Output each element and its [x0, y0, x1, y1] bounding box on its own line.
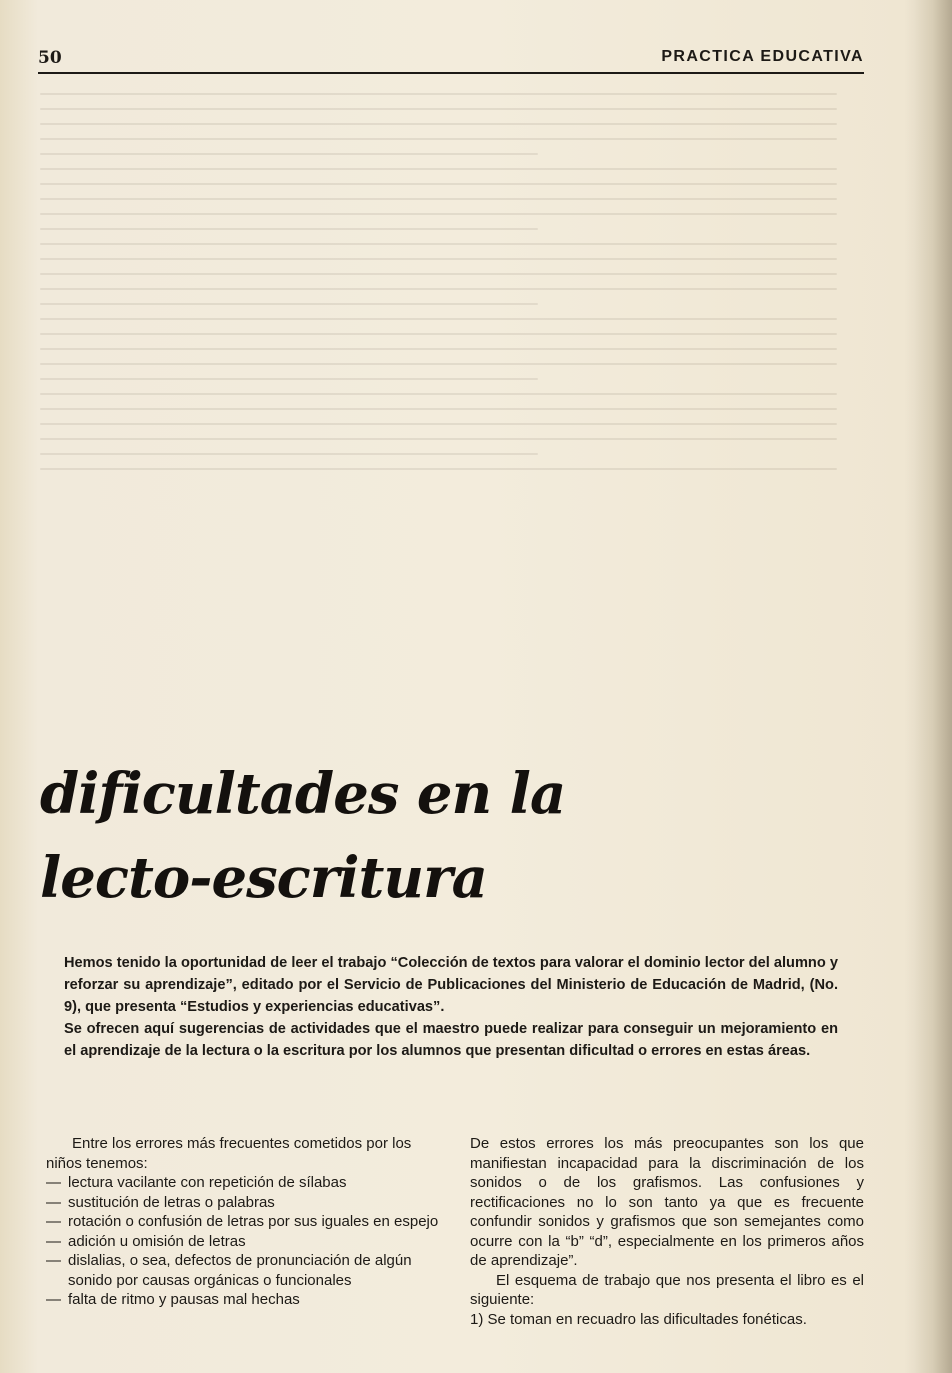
show-through-line: [40, 258, 837, 260]
list-item: — falta de ritmo y pausas mal hechas: [46, 1290, 442, 1310]
intro-paragraph-2: Se ofrecen aquí sugerencias de actividades que el maestro puede realizar para conseguir un mejoramiento en el aprendizaje de la lectura o la escritura por los alumnos que presentan dificultad o errores en estas áreas.: [64, 1021, 838, 1059]
title-line-1: dificultades en la: [40, 761, 566, 827]
show-through-line: [40, 288, 837, 290]
list-item: — sustitución de letras o palabras: [46, 1193, 442, 1213]
show-through-line: [40, 408, 837, 410]
show-through-line: [40, 168, 837, 170]
list-item: — lectura vacilante con repetición de sílabas: [46, 1173, 442, 1193]
numbered-item-1: 1) Se toman en recuadro las dificultades fonéticas.: [470, 1310, 807, 1328]
errors-list: [46, 1173, 442, 1310]
show-through-line: [40, 453, 538, 455]
show-through-line: [40, 438, 837, 440]
show-through-line: [40, 183, 837, 185]
header-rule: [38, 72, 864, 74]
show-through-line: [40, 348, 837, 350]
show-through-line: [40, 213, 837, 215]
show-through-line: [40, 123, 837, 125]
show-through-line: [40, 468, 837, 470]
show-through-line: [40, 273, 837, 275]
show-through-line: [40, 363, 837, 365]
show-through-line: [40, 93, 837, 95]
show-through-line: [40, 108, 837, 110]
right-column: [470, 1134, 864, 1329]
right-paragraph-2: El esquema de trabajo que nos presenta el libro es el siguiente:: [470, 1271, 864, 1308]
show-through-line: [40, 333, 837, 335]
list-item: — rotación o confusión de letras por sus iguales en espejo: [46, 1212, 442, 1232]
errors-lead: Entre los errores más frecuentes cometidos por los niños tenemos:: [46, 1135, 412, 1172]
show-through-line: [40, 198, 837, 200]
show-through-text: [40, 84, 870, 724]
article-intro: [64, 952, 838, 1062]
show-through-line: [40, 228, 538, 230]
page-number: 50: [38, 48, 62, 68]
page-header: [38, 46, 864, 72]
list-item: — dislalias, o sea, defectos de pronunciación de algún sonido por causas orgánicas o funcionales: [46, 1251, 442, 1290]
list-item: — adición u omisión de letras: [46, 1232, 442, 1252]
show-through-line: [40, 393, 837, 395]
right-paragraph-1: De estos errores los más preocupantes son los que manifiestan incapacidad para la discriminación de los sonidos o de los grafismos. Las confusiones y rectificaciones no lo son tanto ya que es frecuente confundir sonidos y grafismos que son semejantes como ocurre con la “b” “d”, especialmente en los primeros años de aprendizaje”.: [470, 1135, 864, 1269]
show-through-line: [40, 243, 837, 245]
left-column: [46, 1134, 442, 1310]
show-through-line: [40, 318, 837, 320]
show-through-line: [40, 378, 538, 380]
article-title: [40, 752, 600, 920]
show-through-line: [40, 423, 837, 425]
page-edge-shadow: [904, 0, 952, 1373]
show-through-line: [40, 153, 538, 155]
show-through-line: [40, 138, 837, 140]
show-through-line: [40, 303, 538, 305]
section-title: PRACTICA EDUCATIVA: [661, 48, 864, 65]
title-line-2: lecto-escritura: [40, 845, 487, 911]
intro-paragraph-1: Hemos tenido la oportunidad de leer el trabajo “Colección de textos para valorar el dominio lector del alumno y reforzar su aprendizaje”, editado por el Servicio de Publicaciones del Ministerio de Educación de Madrid, (No. 9), que presenta “Estudios y experiencias educativas”.: [64, 955, 838, 1015]
